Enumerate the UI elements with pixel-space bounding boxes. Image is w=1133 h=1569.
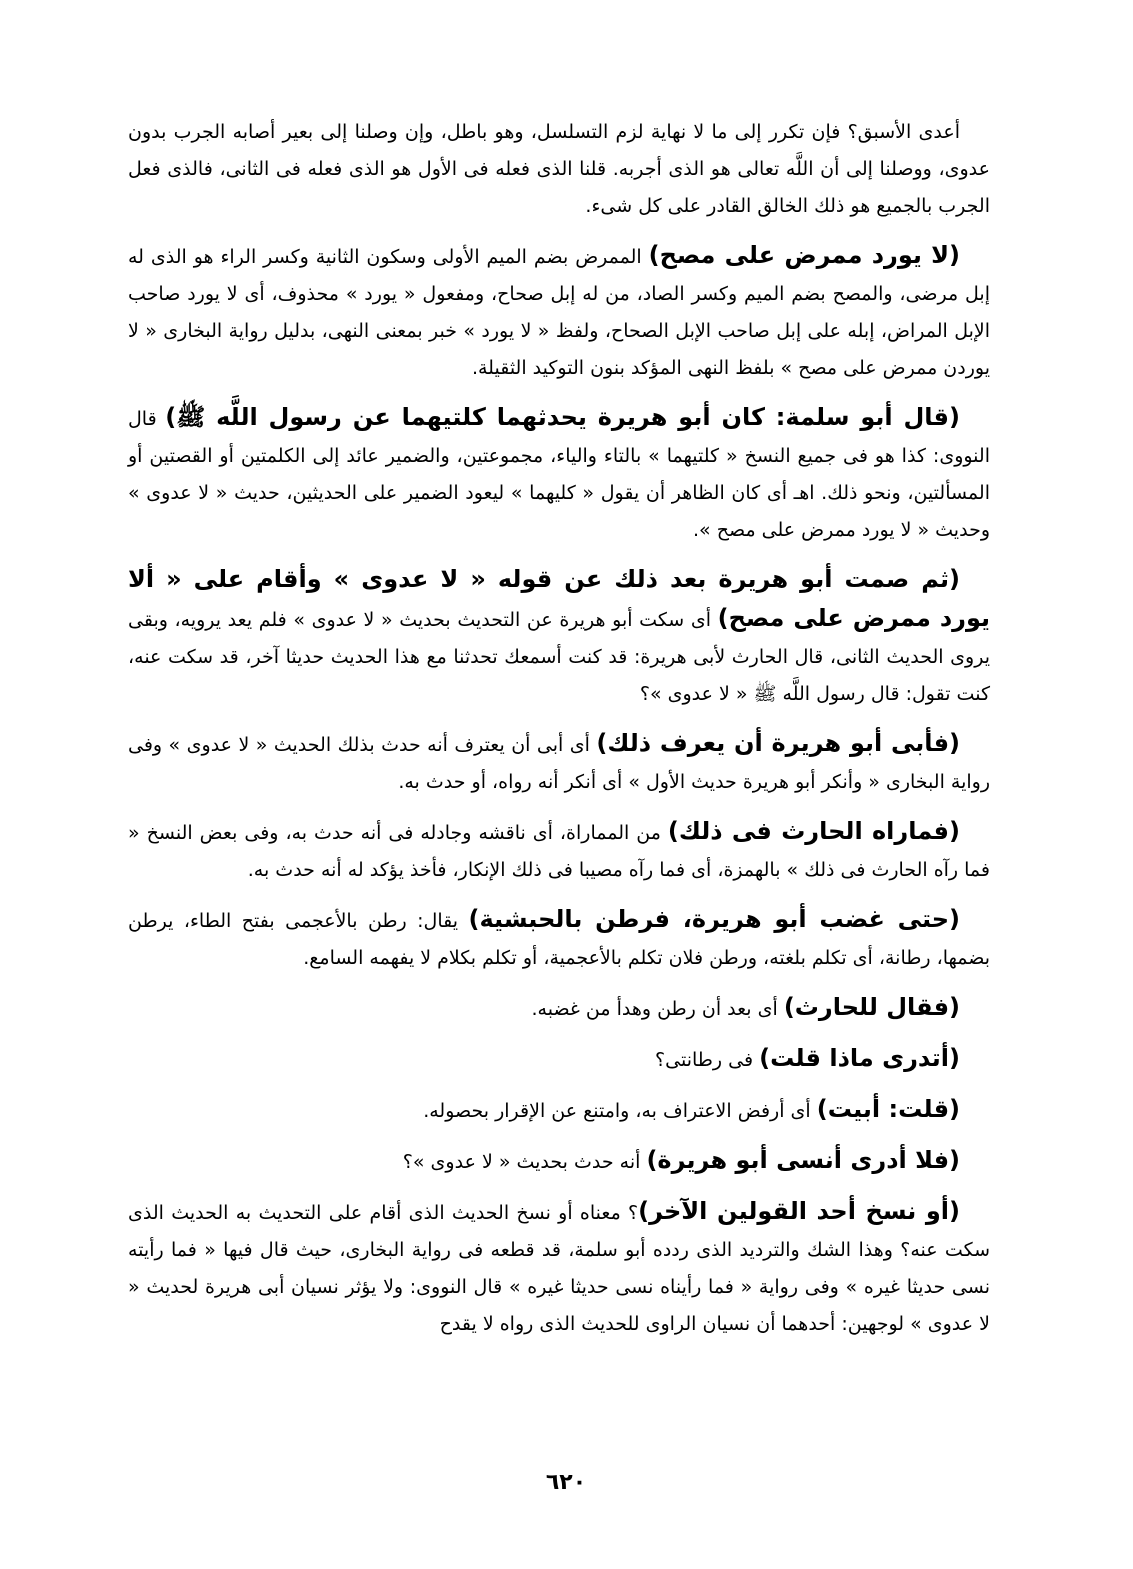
- paragraph-2-lead: (لا يورد ممرض على مصح): [648, 241, 960, 269]
- paragraph-10: [128, 1091, 990, 1130]
- paragraph-11: [128, 1142, 990, 1181]
- paragraph-4-lead: (ثم صمت أبو هريرة بعد ذلك عن قوله « لا عدوى » وأقام على « ألا يورد ممرض على مصح): [128, 565, 991, 632]
- paragraph-2-text: الممرض بضم الميم الأولى وسكون الثانية وكسر الراء هو الذى له إبل مرضى، والمصح بضم الميم وكسر الصاد، من له إبل صحاح، ومفعول « يورد » محذوف، أى لا يورد صاحب الإبل المراض، إبله على إبل صاحب الإبل الصحاح، ولفظ « لا يورد » خبر بمعنى النهى، بدليل رواية البخارى « لا يوردن ممرض على مصح » بلفظ النهى المؤكد بنون التوكيد الثقيلة.: [128, 246, 990, 379]
- paragraph-1: [128, 112, 990, 225]
- paragraph-6-lead: (فماراه الحارث فى ذلك): [667, 817, 960, 845]
- paragraph-8-lead: (فقال للحارث): [783, 993, 960, 1021]
- document-page: [128, 112, 990, 1355]
- paragraph-10-lead: (قلت: أبيت): [816, 1095, 960, 1123]
- paragraph-3-text: قال النووى: كذا هو فى جميع النسخ « كلتيهما » بالتاء والياء، مجموعتين، والضمير عائد إلى الكلمتين أو القصتين أو المسألتين، ونحو ذلك. اهـ أى كان الظاهر أن يقول « كليهما » ليعود الضمير على الحديثين، حديث « لا عدوى » وحديث « لا يورد ممرض على مصح ».: [128, 408, 990, 541]
- paragraph-11-text: أنه حدث بحديث « لا عدوى »؟: [402, 1151, 641, 1173]
- paragraph-7-text: يقال: رطن بالأعجمى بفتح الطاء، يرطن بضمها، رطانة، أى تكلم بلغته، ورطن فلان تكلم بالأعجمية، أو تكلم بكلام لا يفهمه السامع.: [128, 910, 990, 969]
- paragraph-3-lead: (قال أبو سلمة: كان أبو هريرة يحدثهما كلتيهما عن رسول اللَّه ﷺ): [165, 403, 960, 431]
- paragraph-8: [128, 989, 990, 1028]
- paragraph-12-lead: (أو نسخ أحد القولين الآخر): [638, 1197, 960, 1225]
- paragraph-5-text: أى أبى أن يعترف أنه حدث بذلك الحديث « لا عدوى » وفى رواية البخارى « وأنكر أبو هريرة حديث الأول » أى أنكر أنه رواه، أو حدث به.: [128, 734, 990, 793]
- paragraph-1-text: أعدى الأسبق؟ فإن تكرر إلى ما لا نهاية لزم التسلسل، وهو باطل، وإن وصلنا إلى بعير أصابه الجرب بدون عدوى، ووصلنا إلى أن اللَّه تعالى هو الذى أجربه. قلنا الذى فعله فى الأول هو الذى فعله فى الثانى، فالذى فعل الجرب بالجميع هو ذلك الخالق القادر على كل شىء.: [128, 121, 990, 217]
- paragraph-11-lead: (فلا أدرى أنسى أبو هريرة): [646, 1146, 960, 1174]
- paragraph-6: [128, 813, 990, 889]
- paragraph-6-text: من المماراة، أى ناقشه وجادله فى أنه حدث به، وفى بعض النسخ « فما رآه الحارث فى ذلك » بالهمزة، أى فما رآه مصيبا فى ذلك الإنكار، فأخذ يؤكد له أنه حدث به.: [128, 822, 990, 881]
- paragraph-5-lead: (فأبى أبو هريرة أن يعرف ذلك): [596, 729, 961, 757]
- paragraph-9: [128, 1040, 990, 1079]
- paragraph-9-text: فى رطانتى؟: [655, 1049, 754, 1071]
- paragraph-12-text: ؟ معناه أو نسخ الحديث الذى أقام على التحديث به الحديث الذى سكت عنه؟ وهذا الشك والترديد الذى ردده أبو سلمة، قد قطعه فى رواية البخارى، حيث قال فيها « فما رأيته نسى حديثا غيره » وفى رواية « فما رأيناه نسى حديثا غيره » قال النووى: ولا يؤثر نسيان أبى هريرة لحديث « لا عدوى » لوجهين: أحدهما أن نسيان الراوى للحديث الذى رواه لا يقدح: [128, 1202, 990, 1335]
- paragraph-2: [128, 237, 990, 387]
- paragraph-7-lead: (حتى غضب أبو هريرة، فرطن بالحبشية): [468, 905, 961, 933]
- paragraph-10-text: أى أرفض الاعتراف به، وامتنع عن الإقرار بحصوله.: [423, 1100, 811, 1122]
- paragraph-4-text: أى سكت أبو هريرة عن التحديث بحديث « لا عدوى » فلم يعد يرويه، وبقى يروى الحديث الثانى، قال الحارث لأبى هريرة: قد كنت أسمعك تحدثنا مع هذا الحديث حديثا آخر، قد سكت عنه، كنت تقول: قال رسول اللَّه ﷺ « لا عدوى »؟: [128, 609, 990, 705]
- paragraph-5: [128, 725, 990, 801]
- paragraph-3: [128, 399, 990, 549]
- paragraph-7: [128, 901, 990, 977]
- paragraph-4: [128, 561, 990, 713]
- page-number: ٦٢٠: [545, 1470, 587, 1495]
- paragraph-8-text: أى بعد أن رطن وهدأ من غضبه.: [531, 998, 778, 1020]
- paragraph-12: [128, 1193, 990, 1343]
- paragraph-9-lead: (أتدرى ماذا قلت): [759, 1044, 960, 1072]
